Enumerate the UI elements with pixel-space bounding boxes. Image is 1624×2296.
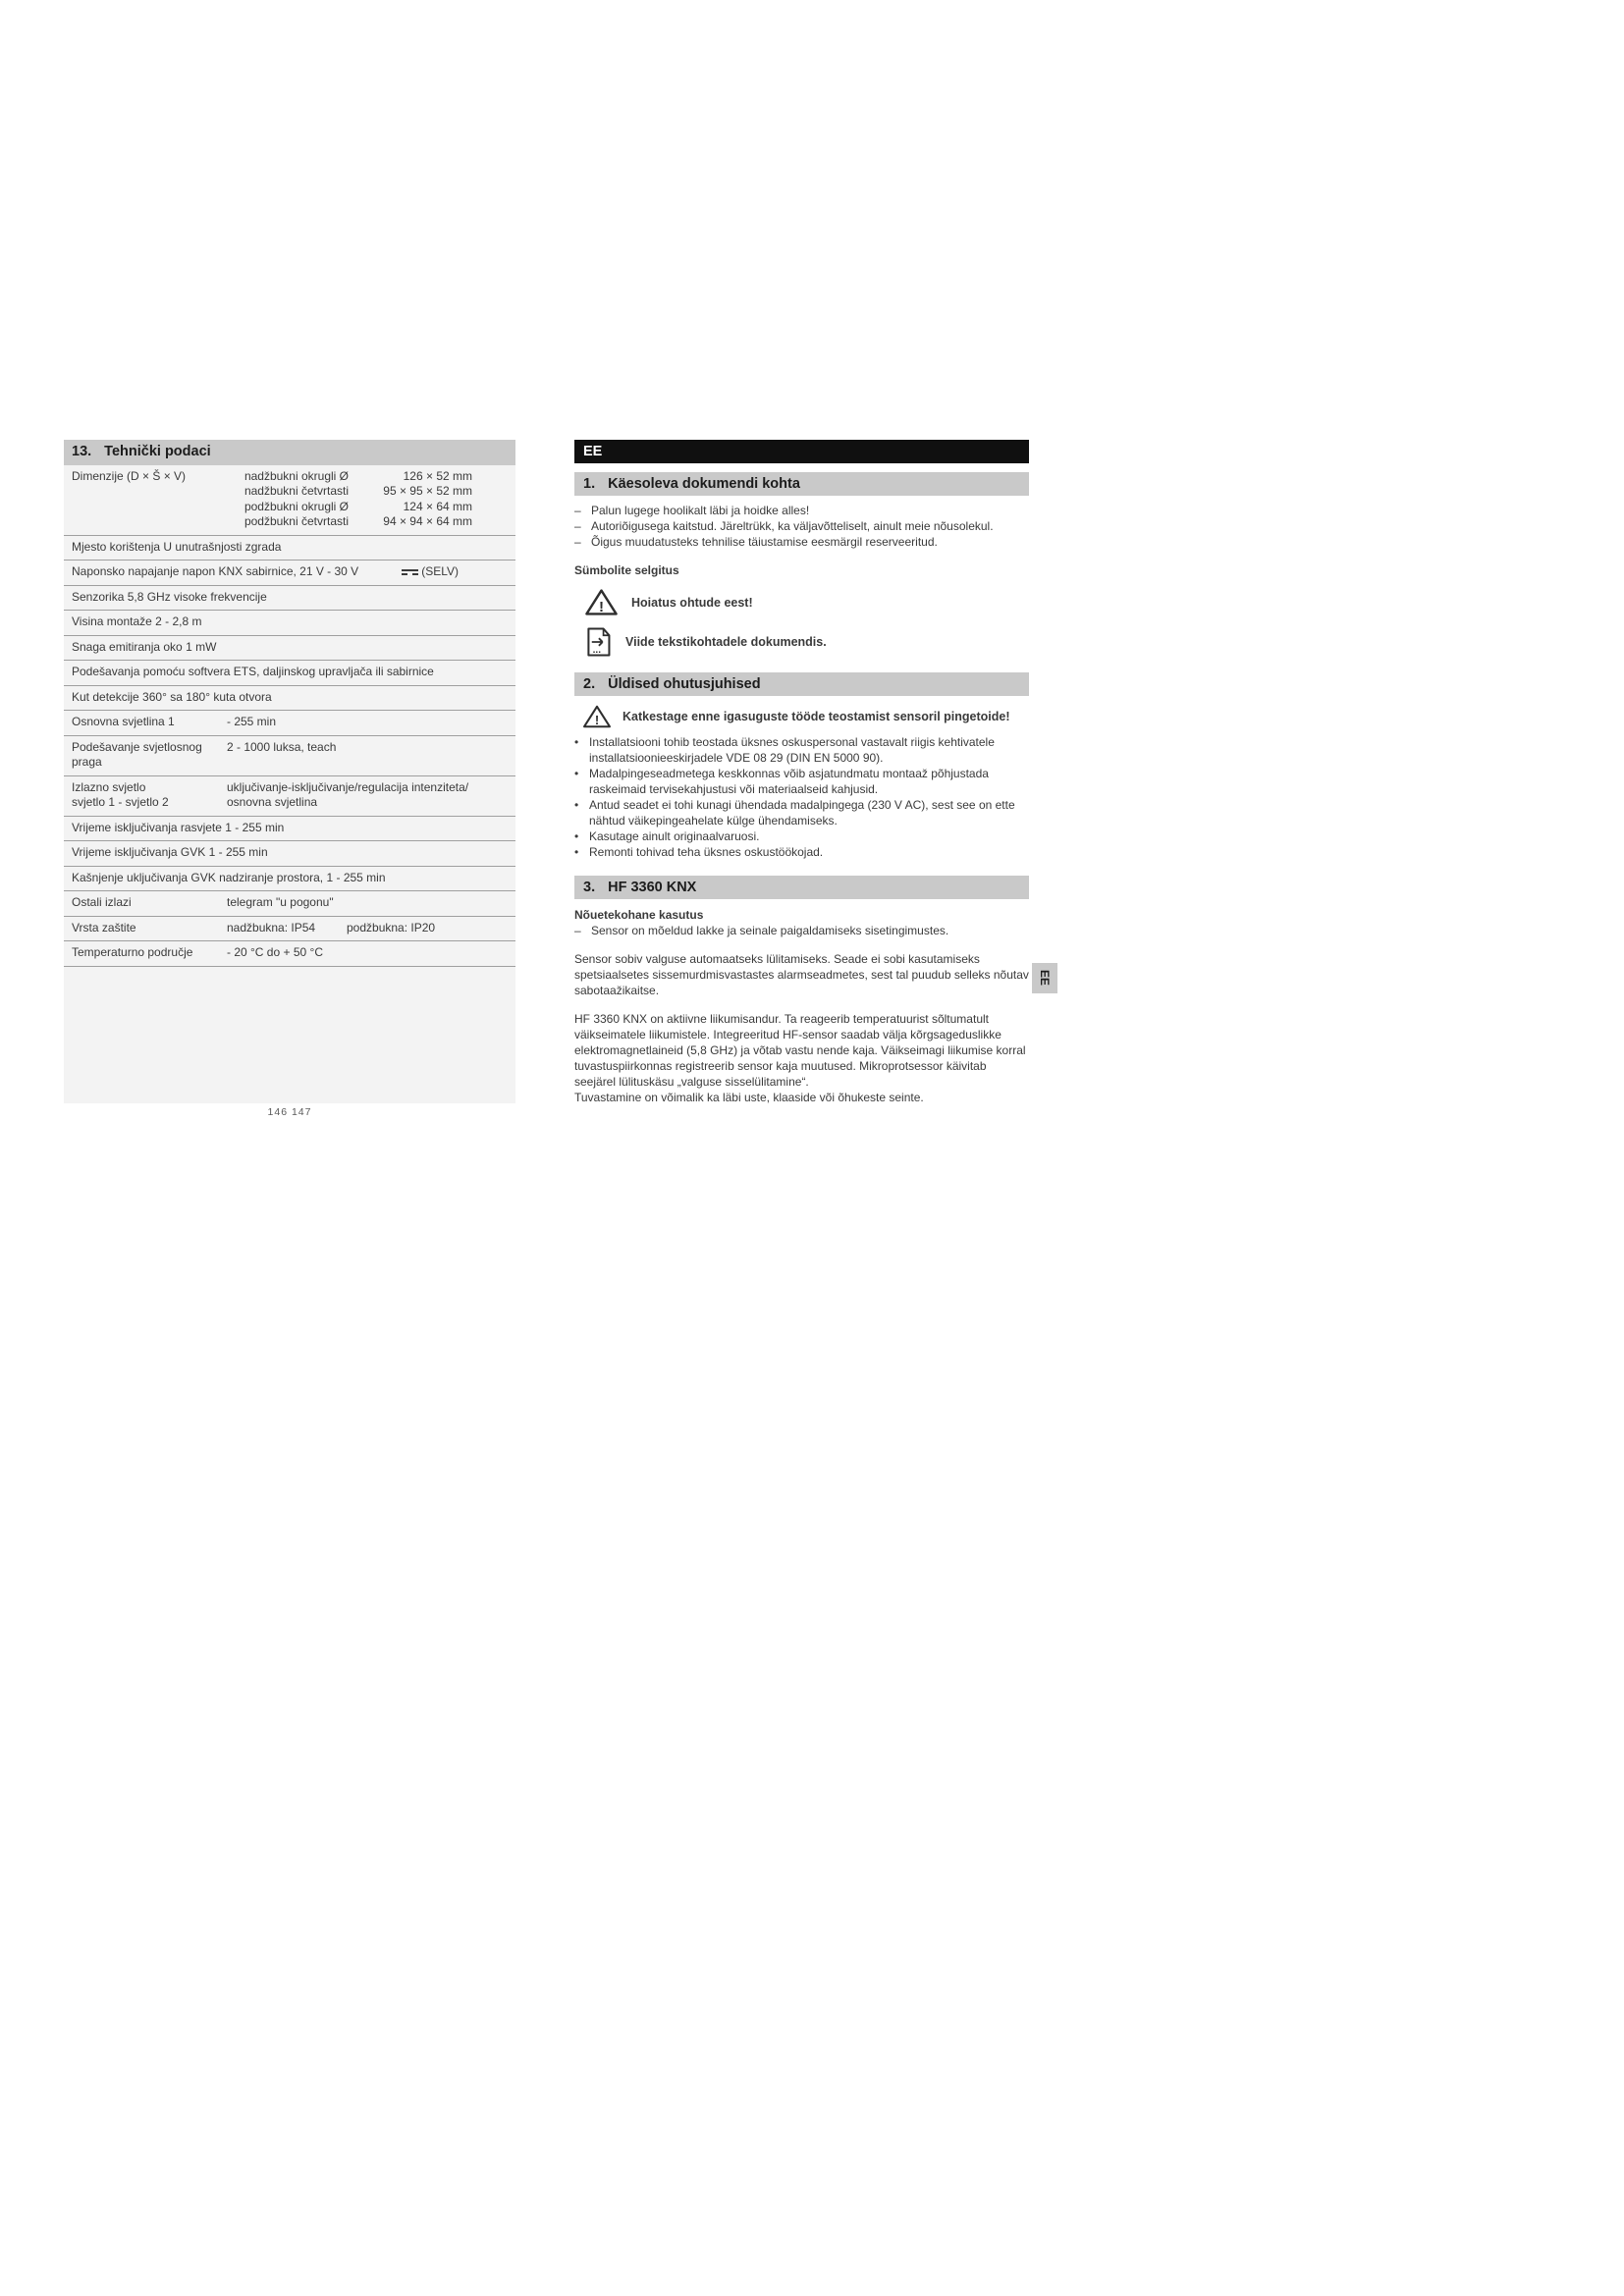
list-item: [574, 503, 1029, 518]
dim-value: 126 × 52 mm: [403, 468, 472, 483]
symbols-explanation-title: Sümbolite selgitus: [574, 563, 679, 577]
row-text: Visina montaže 2 - 2,8 m: [72, 614, 202, 628]
row-value: telegram "u pogonu": [227, 895, 334, 909]
table-row-light-threshold: [64, 736, 515, 776]
technical-data-panel: [64, 440, 515, 1103]
bullet: •: [574, 798, 579, 812]
section2-title: Üldised ohutusjuhised: [608, 676, 761, 692]
list-item: [574, 844, 1029, 860]
row-text: Vrijeme isključivanja rasvjete 1 - 255 min: [72, 820, 285, 834]
dc-voltage-icon: [402, 569, 418, 576]
row-value-flush: podžbukna: IP20: [347, 920, 436, 934]
list-item: [574, 828, 1029, 844]
table-row-power-supply: [64, 561, 515, 586]
tech-heading-title: Tehnički podaci: [104, 444, 211, 459]
row-value: - 255 min: [227, 715, 277, 728]
list-item-text: Autoriõigusega kaitstud. Järeltrükk, ka väljavõtteliselt, ainult meie nõusolekul.: [591, 519, 994, 533]
row-text: Mjesto korištenja U unutrašnjosti zgrada: [72, 539, 282, 554]
selv-label: (SELV): [421, 564, 459, 578]
section1-title: Käesoleva dokumendi kohta: [608, 476, 800, 492]
row-label: [72, 780, 227, 811]
symbol-row-reference: [584, 626, 1029, 658]
list-item: [574, 534, 1029, 550]
list-item-text: Installatsiooni tohib teostada üksnes oskuspersonal vastavalt riigis kehtivatele installatsioonieeskirjadele VDE 08 29 (DIN EN 5000 90).: [589, 735, 995, 765]
paragraph: HF 3360 KNX on aktiivne liikumisandur. Ta reageerib temperatuurist sõltumatult väikseimatele liikumistele. Integreeritud HF-sensor saadab välja kõrgsageduslikke elektromagnetlaineid (5,8 GHz) ja võtab vastu nende kaja. Väikseimagi liikumise korral tuvastuspiirkonnas registreerib sensor kaja muutused. Mikroprotsessor käivitab seejärel lülituskäsu „valguse sisselülitamine“.: [574, 1012, 1026, 1089]
table-row-gvk-off-time: [64, 841, 515, 867]
row-text: Vrijeme isključivanja GVK 1 - 255 min: [72, 845, 268, 859]
row-label-line2: svjetlo 1 - svjetlo 2: [72, 795, 169, 809]
list-item-text: Madalpingeseadmetega keskkonnas võib asjatundmatu montaaž põhjustada raskeimaid tervisekahjustusi või materiaalseid kahjusid.: [589, 767, 989, 796]
row-value-surface: nadžbukna: IP54: [227, 920, 316, 934]
dim-variant: podžbukni okrugli Ø: [244, 499, 349, 513]
warning-triangle-icon: [582, 704, 612, 729]
section1-dash-list: [574, 503, 1029, 550]
row-text: Snaga emitiranja oko 1 mW: [72, 639, 217, 654]
tech-data-heading: [64, 440, 515, 465]
section2-heading: [574, 672, 1029, 696]
table-row-dimensions: [64, 465, 515, 536]
table-row-mounting-height: [64, 611, 515, 636]
list-item: [574, 518, 1029, 534]
dash-bullet: –: [574, 519, 581, 533]
row-label: Temperaturno područje: [72, 945, 193, 959]
row-label-spacer: [72, 500, 227, 515]
row-text: Podešavanja pomoću softvera ETS, daljinskog upravljača ili sabirnice: [72, 665, 434, 678]
warning-triangle-icon: [584, 587, 619, 617]
language-code-bar: EE: [574, 440, 1029, 463]
dim-variant: podžbukni četvrtasti: [244, 514, 349, 528]
row-label-spacer: [72, 514, 227, 530]
svg-text:...: ...: [592, 644, 602, 656]
list-item: [574, 766, 1029, 797]
list-item-text: Sensor on mõeldud lakke ja seinale paigaldamiseks sisetingimustes.: [591, 924, 949, 937]
row-text: Senzorika 5,8 GHz visoke frekvencije: [72, 589, 267, 604]
tech-heading-number: 13.: [72, 444, 92, 459]
bullet: •: [574, 735, 579, 749]
dash-bullet: –: [574, 504, 581, 517]
row-label: Osnovna svjetlina 1: [72, 715, 175, 728]
row-label: Vrsta zaštite: [72, 920, 136, 934]
table-row-settings: [64, 661, 515, 686]
reference-symbol-label: Viide tekstikohtadele dokumendis.: [625, 635, 827, 649]
list-item-text: Õigus muudatusteks tehnilise täiustamise eesmärgil reserveeritud.: [591, 535, 938, 549]
row-text: Naponsko napajanje napon KNX sabirnice, 21 V - 30 V: [72, 564, 359, 578]
list-item-text: Antud seadet ei tohi kunagi ühendada madalpingega (230 V AC), sest see on ette nähtud väikepingeahelate külge ühendamiseks.: [589, 798, 1015, 828]
row-label: Dimenzije (D × Š × V): [72, 468, 187, 483]
section2-warning-text: Katkestage enne igasuguste tööde teostamist sensoril pingetoide!: [623, 710, 1010, 723]
row-label: Ostali izlazi: [72, 895, 132, 909]
table-row-usage-location: [64, 536, 515, 561]
list-item: [574, 734, 1029, 766]
row-value: - 20 °C do + 50 °C: [227, 945, 323, 959]
dim-value: 95 × 95 × 52 mm: [383, 484, 472, 498]
estonian-section: [574, 440, 1029, 1105]
svg-text:!: !: [594, 713, 600, 728]
list-item-text: Kasutage ainult originaalvaruosi.: [589, 829, 760, 843]
dim-variant: nadžbukni okrugli Ø: [244, 468, 349, 483]
table-row-light-output: [64, 776, 515, 817]
page-edge-language-tab: [1032, 963, 1057, 993]
list-item: [574, 923, 1029, 938]
dash-bullet: –: [574, 535, 581, 549]
section2-warning: [582, 704, 1029, 729]
list-item-text: Palun lugege hoolikalt läbi ja hoidke alles!: [591, 504, 810, 517]
section2-bullet-list: [574, 734, 1029, 860]
bullet: •: [574, 845, 579, 859]
warning-symbol-label: Hoiatus ohtude eest!: [631, 595, 753, 610]
paragraph: Sensor sobiv valguse automaatseks lülitamiseks. Seade ei sobi kasutamiseks spetsiaalsetes sissemurdmisvastastes alarmseadmetes, sest tal puudub selleks nõutav sabotaažikaitse.: [574, 952, 1029, 997]
list-item: [574, 797, 1029, 828]
page-numbers: 146 147: [267, 1106, 312, 1118]
table-row-transmitting-power: [64, 636, 515, 662]
section2-number: 2.: [583, 676, 596, 692]
dash-bullet: –: [574, 924, 581, 937]
table-row-gvk-on-delay: [64, 867, 515, 892]
row-text: Kašnjenje uključivanja GVK nadziranje prostora, 1 - 255 min: [72, 870, 386, 884]
paragraph: Tuvastamine on võimalik ka läbi uste, klaaside või õhukeste seinte.: [574, 1091, 924, 1104]
row-label: Podešavanje svjetlosnog praga: [72, 739, 202, 769]
bullet: •: [574, 767, 579, 780]
document-reference-icon: [584, 626, 613, 658]
list-item-text: Remonti tohivad teha üksnes oskustöökojad.: [589, 845, 824, 859]
side-tab-label: EE: [1038, 970, 1052, 987]
table-row-detection-angle: [64, 686, 515, 712]
dim-value: 124 × 64 mm: [403, 499, 472, 513]
row-value-line2: osnovna svjetlina: [227, 795, 318, 809]
table-row-protection-class: [64, 917, 515, 942]
intended-use-subheading: Nõuetekohane kasutus: [574, 908, 704, 922]
section3-title: HF 3360 KNX: [608, 880, 697, 895]
section3-heading: [574, 876, 1029, 899]
selv-group: [402, 564, 508, 580]
row-value-line1: uključivanje-isključivanje/regulacija intenziteta/: [227, 779, 469, 794]
row-label-line1: Izlazno svjetlo: [72, 779, 146, 794]
table-row-other-outputs: [64, 891, 515, 917]
row-label-spacer: [72, 484, 227, 500]
svg-text:!: !: [598, 599, 605, 616]
section1-number: 1.: [583, 476, 596, 492]
row-text: Kut detekcije 360° sa 180° kuta otvora: [72, 689, 272, 704]
dim-value: 94 × 94 × 64 mm: [383, 514, 472, 528]
dim-variant: nadžbukni četvrtasti: [244, 484, 349, 498]
section3-number: 3.: [583, 880, 596, 895]
table-row-light-off-time: [64, 817, 515, 842]
table-row-temperature-range: [64, 941, 515, 967]
symbol-row-warning: [584, 587, 1029, 617]
section1-heading: [574, 472, 1029, 496]
row-value: [227, 780, 508, 811]
table-row-basic-brightness: [64, 711, 515, 736]
table-row-sensor: [64, 586, 515, 612]
row-value: 2 - 1000 luksa, teach: [227, 739, 337, 754]
bullet: •: [574, 829, 579, 843]
